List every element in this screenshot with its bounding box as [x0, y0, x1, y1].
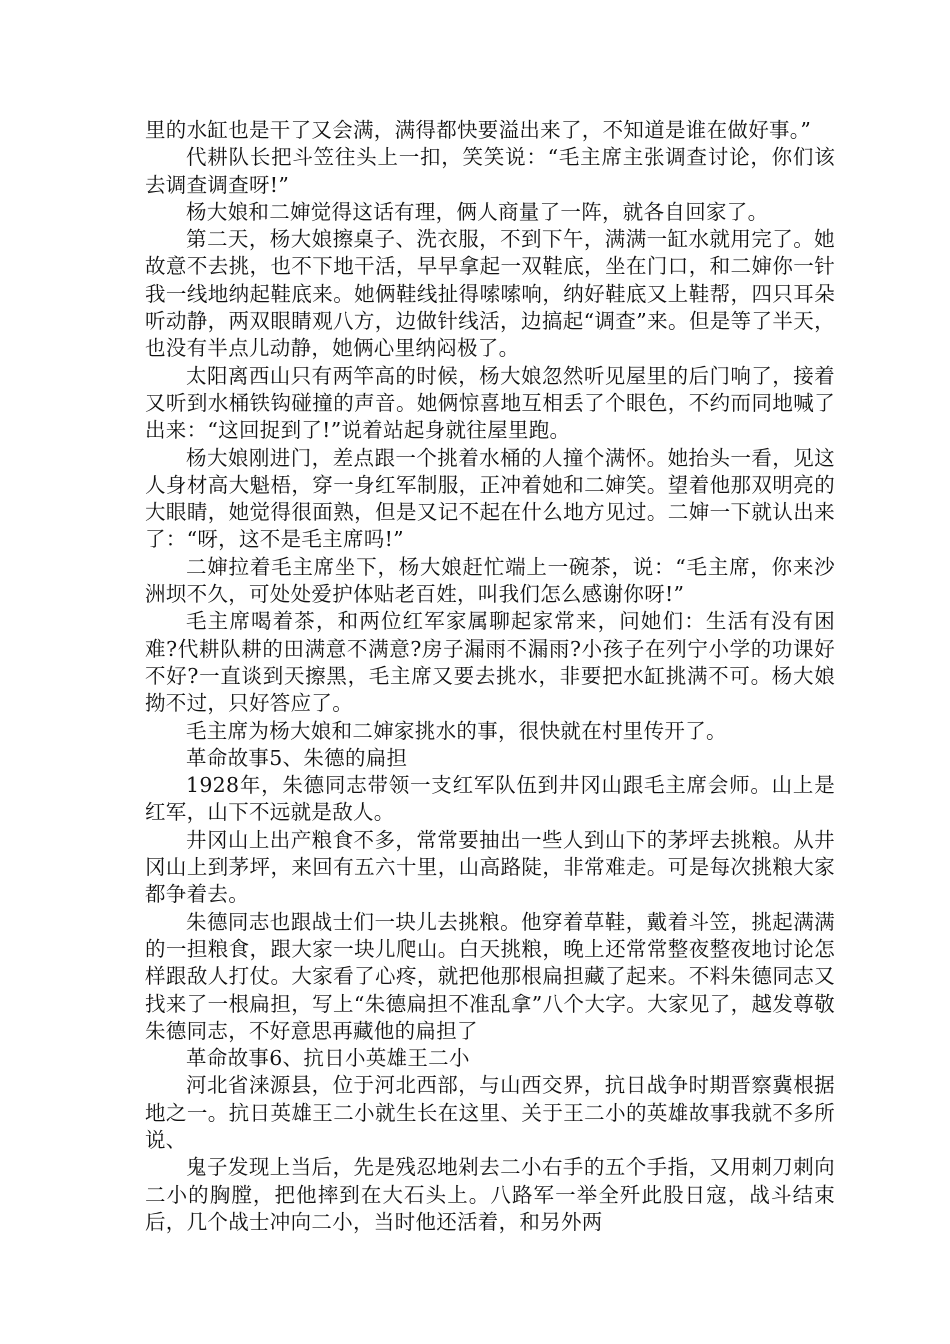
paragraph: 朱德同志也跟战士们一块儿去挑粮。他穿着草鞋，戴着斗笠，挑起满满的一担粮食，跟大家一块儿爬山。白天挑粮，晚上还常常整夜整夜地讨论怎样跟敌人打仗。大家看了心疼，就把他那根扁担藏了起来。不料朱德同志又找来了一根扁担，写上“朱德扁担不准乱拿”八个大字。大家见了，越发尊敬朱德同志，不好意思再藏他的扁担了 — [145, 909, 835, 1043]
paragraph: 井冈山上出产粮食不多，常常要抽出一些人到山下的茅坪去挑粮。从井冈山上到茅坪，来回有五六十里，山高路陡，非常难走。可是每次挑粮大家都争着去。 — [145, 827, 835, 907]
paragraph: 杨大娘和二婶觉得这话有理，俩人商量了一阵，就各自回家了。 — [186, 199, 769, 224]
paragraph: 河北省涞源县，位于河北西部，与山西交界，抗日战争时期晋察冀根据地之一。抗日英雄王二小就生长在这里、关于王二小的英雄故事我就不多所说、 — [145, 1073, 835, 1152]
paragraph: 毛主席喝着茶，和两位红军家属聊起家常来，问她们：生活有没有困难?代耕队耕的田满意不满意?房子漏雨不漏雨?小孩子在列宁小学的功课好不好?一直谈到天擦黑，毛主席又要去挑水，非要把水缸挑满不可。杨大娘拗不过，只好答应了。 — [145, 609, 835, 716]
paragraph: 1928年，朱德同志带领一支红军队伍到井冈山跟毛主席会师。山上是红军，山下不远就是敌人。 — [145, 773, 835, 825]
paragraph: 鬼子发现上当后，先是残忍地剁去二小右手的五个手指，又用刺刀刺向二小的胸膛，把他摔到在大石头上。八路军一举全歼此股日寇，战斗结束后，几个战士冲向二小，当时他还活着，和另外两 — [145, 1155, 835, 1234]
document-body — [145, 117, 835, 1236]
paragraph: 杨大娘刚进门，差点跟一个挑着水桶的人撞个满怀。她抬头一看，见这人身材高大魁梧，穿一身红军制服，正冲着她和二婶笑。望着他那双明亮的大眼睛，她觉得很面熟，但是又记不起在什么地方见过。二婶一下就认出来了：“呀，这不是毛主席吗!” — [145, 445, 835, 552]
section-heading: 革命故事5、朱德的扁担 — [186, 745, 408, 770]
paragraph: 里的水缸也是干了又会满，满得都快要溢出来了，不知道是谁在做好事。” — [145, 118, 812, 142]
paragraph: 毛主席为杨大娘和二婶家挑水的事，很快就在村里传开了。 — [186, 718, 727, 743]
paragraph: 二婶拉着毛主席坐下，杨大娘赶忙端上一碗茶，说：“毛主席，你来沙洲坝不久，可处处爱护体贴老百姓，叫我们怎么感谢你呀!” — [145, 554, 835, 607]
paragraph: 代耕队长把斗笠往头上一扣，笑笑说：“毛主席主张调查讨论，你们该去调查调查呀!” — [145, 145, 835, 197]
section-heading: 革命故事6、抗日小英雄王二小 — [186, 1046, 470, 1071]
paragraph: 太阳离西山只有两竿高的时候，杨大娘忽然听见屋里的后门响了，接着又听到水桶铁钩碰撞的声音。她俩惊喜地互相丢了个眼色，不约而同地喊了出来：“这回捉到了!”说着站起身就往屋里跑。 — [145, 363, 835, 443]
paragraph: 第二天，杨大娘擦桌子、洗衣服，不到下午，满满一缸水就用完了。她故意不去挑，也不下地干活，早早拿起一双鞋底，坐在门口，和二婶你一针我一线地纳起鞋底来。她俩鞋线扯得嗦嗦响，纳好鞋底又上鞋帮，四只耳朵听动静，两双眼睛观八方，边做针线活，边搞起“调查”来。但是等了半天，也没有半点儿动静，她俩心里纳闷极了。 — [145, 227, 835, 361]
